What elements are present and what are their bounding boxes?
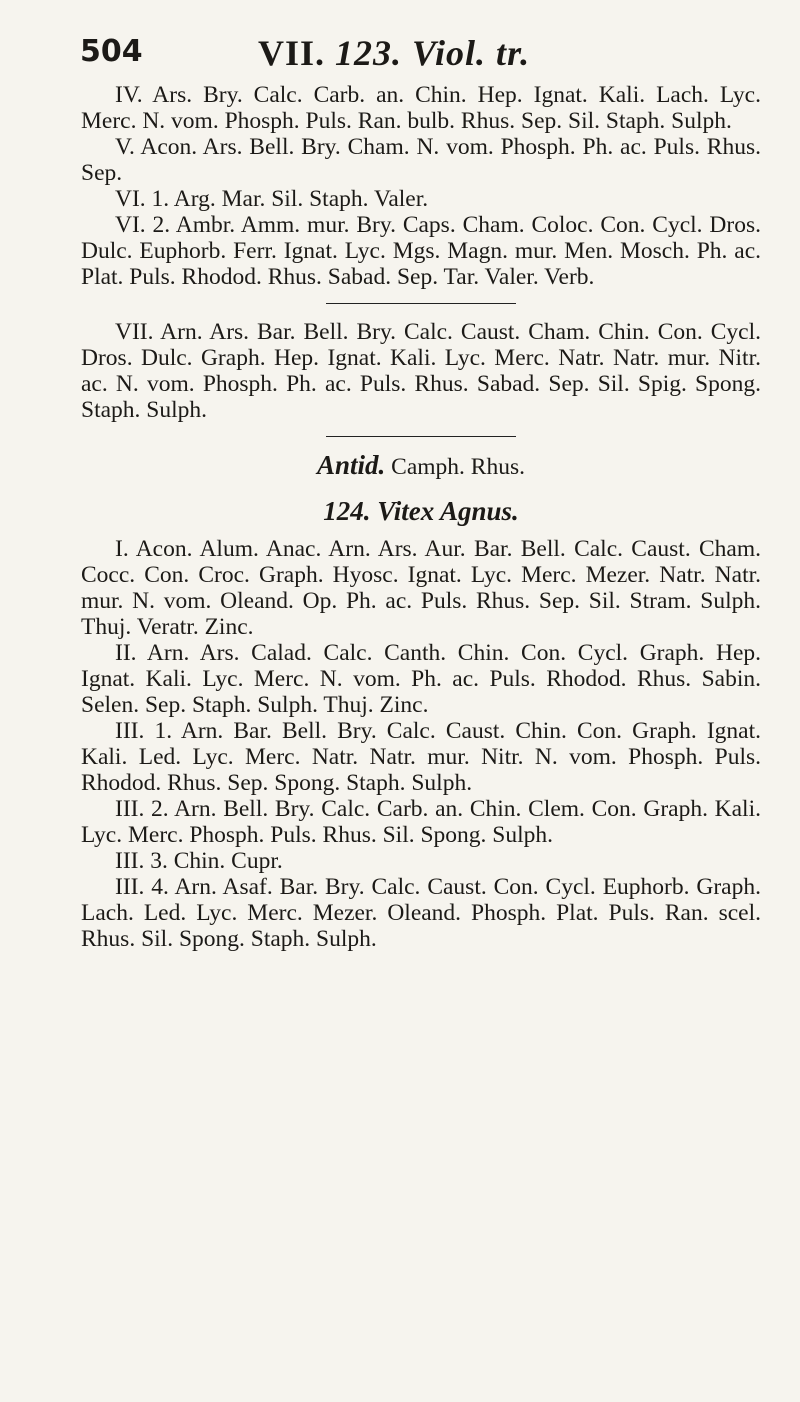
paragraph-iii-1: III. 1. Arn. Bar. Bell. Bry. Calc. Caust. Chin. Con. Graph. Ignat. Kali. Led. Lyc. Merc. Natr. Natr. mur. Nitr. N. vom. Phosph. Puls. Rhodod. Rhus. Sep. Spong. Staph. Sulph. (81, 718, 761, 796)
remedy-name: Viol. tr. (412, 33, 531, 73)
paragraph-iii-4: III. 4. Arn. Asaf. Bar. Bry. Calc. Caust. Con. Cycl. Euphorb. Graph. Lach. Led. Lyc. Merc. Mezer. Oleand. Phosph. Plat. Puls. Ran. scel. Rhus. Sil. Spong. Staph. Sulph. (81, 874, 761, 952)
remedy-number: 123. (335, 33, 403, 73)
page-number: 504 (80, 34, 143, 69)
paragraph-vi-2: VI. 2. Ambr. Amm. mur. Bry. Caps. Cham. Coloc. Con. Cycl. Dros. Dulc. Euphorb. Ferr. Ignat. Lyc. Mgs. Magn. mur. Men. Mosch. Ph. ac. Plat. Puls. Rhodod. Rhus. Sabad. Sep. Tar. Valer. Verb. (81, 212, 761, 290)
page-body (81, 82, 761, 952)
page-header (80, 32, 740, 72)
divider-rule (326, 303, 516, 304)
paragraph-iii-3: III. 3. Chin. Cupr. (115, 848, 283, 874)
antid-text: Camph. Rhus. (391, 454, 525, 480)
paragraph-vii: VII. Arn. Ars. Bar. Bell. Bry. Calc. Caust. Cham. Chin. Con. Cycl. Dros. Dulc. Graph. Hep. Ignat. Kali. Lyc. Merc. Natr. Natr. mur. Nitr. ac. N. vom. Phosph. Ph. ac. Puls. Rhus. Sabad. Sep. Sil. Spig. Spong. Staph. Sulph. (81, 319, 761, 423)
running-title (258, 32, 530, 74)
paragraph-ii: II. Arn. Ars. Calad. Calc. Canth. Chin. Con. Cycl. Graph. Hep. Ignat. Kali. Lyc. Merc. N. vom. Ph. ac. Puls. Rhodod. Rhus. Sabin. Selen. Sep. Staph. Sulph. Thuj. Zinc. (81, 640, 761, 718)
paragraph-vi-1: VI. 1. Arg. Mar. Sil. Staph. Valer. (115, 186, 429, 212)
paragraph-iv: IV. Ars. Bry. Calc. Carb. an. Chin. Hep. Ignat. Kali. Lach. Lyc. Merc. N. vom. Phosph. Puls. Ran. bulb. Rhus. Sep. Sil. Staph. Sulph. (81, 82, 761, 134)
paragraph-v: V. Acon. Ars. Bell. Bry. Cham. N. vom. Phosph. Ph. ac. Puls. Rhus. Sep. (81, 134, 761, 186)
paragraph-i: I. Acon. Alum. Anac. Arn. Ars. Aur. Bar. Bell. Calc. Caust. Cham. Cocc. Con. Croc. Graph. Hyosc. Ignat. Lyc. Merc. Mezer. Natr. Natr. mur. N. vom. Oleand. Op. Ph. ac. Puls. Rhus. Sep. Sil. Stram. Sulph. Thuj. Veratr. Zinc. (81, 536, 761, 640)
divider-rule (326, 436, 516, 437)
antid-line (81, 452, 761, 480)
section-title-124: 124. Vitex Agnus. (323, 496, 519, 526)
antid-label: Antid. (317, 450, 386, 480)
paragraph-iii-2: III. 2. Arn. Bell. Bry. Calc. Carb. an. Chin. Clem. Con. Graph. Kali. Lyc. Merc. Phosph. Puls. Rhus. Sil. Spong. Sulph. (81, 796, 761, 848)
chapter-number: VII. (258, 33, 326, 73)
